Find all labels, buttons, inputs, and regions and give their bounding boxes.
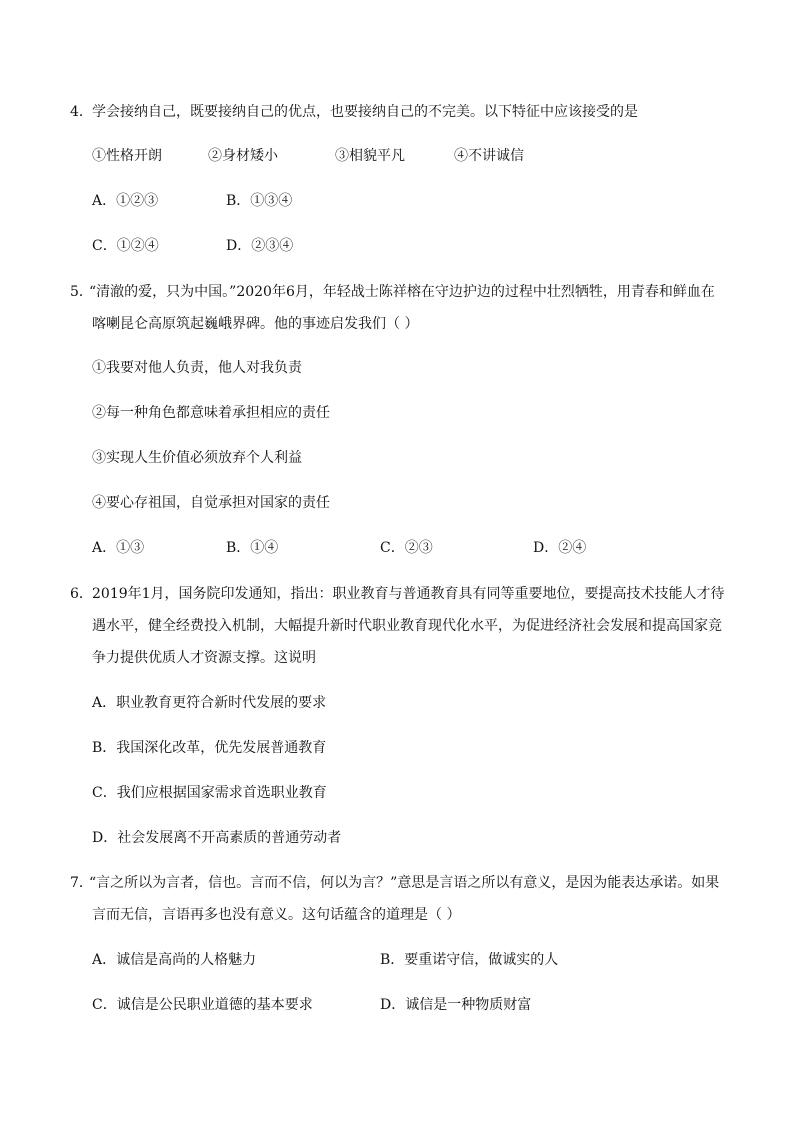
option-c[interactable]: C．我们应根据国家需求首选职业教育 — [92, 785, 327, 801]
question-stem-line-2: 遇水平，健全经费投入机制，大幅提升新时代职业教育现代化水平，为促进经济社会发展和提高国家竞 — [92, 618, 722, 634]
question-number: 5． — [70, 284, 93, 300]
question-number: 6． — [70, 586, 93, 602]
option-c[interactable]: C．②③ — [380, 540, 433, 556]
statement-3: ③实现人生价值必须放弃个人利益 — [92, 450, 302, 466]
option-d[interactable]: D．社会发展离不开高素质的普通劳动者 — [92, 830, 342, 846]
option-b[interactable]: B．我国深化改革，优先发展普通教育 — [92, 740, 327, 756]
option-b[interactable]: B．要重诺守信，做诚实的人 — [380, 952, 559, 968]
statement-1: ①性格开朗 — [92, 148, 162, 164]
question-stem-line-2: 喀喇昆仑高原筑起巍峨界碑。他的事迹启发我们（ ） — [92, 316, 419, 332]
option-c[interactable]: C．①②④ — [92, 238, 159, 254]
option-d[interactable]: D．诚信是一种物质财富 — [380, 997, 532, 1013]
question-stem: 学会接纳自己，既要接纳自己的优点，也要接纳自己的不完美。以下特征中应该接受的是 — [92, 104, 638, 120]
statement-2: ②身材矮小 — [208, 148, 278, 164]
option-c[interactable]: C．诚信是公民职业道德的基本要求 — [92, 997, 313, 1013]
statement-4: ④要心存祖国，自觉承担对国家的责任 — [92, 495, 330, 511]
option-d[interactable]: D．②③④ — [226, 238, 294, 254]
statement-1: ①我要对他人负责，他人对我负责 — [92, 360, 302, 376]
statement-2: ②每一种角色都意味着承担相应的责任 — [92, 405, 330, 421]
option-b[interactable]: B．①④ — [226, 540, 279, 556]
option-b[interactable]: B．①③④ — [226, 193, 293, 209]
question-number: 7． — [70, 875, 93, 891]
option-d[interactable]: D．②④ — [533, 540, 587, 556]
option-a[interactable]: A．职业教育更符合新时代发展的要求 — [92, 695, 327, 711]
statement-3: ③相貌平凡 — [335, 148, 405, 164]
question-stem-line-3: 争力提供优质人才资源支撑。这说明 — [92, 650, 316, 666]
question-stem-line-1: 2019年1月，国务院印发通知，指出：职业教育与普通教育具有同等重要地位，要提高技术技能人才待 — [92, 586, 725, 602]
statement-4: ④不讲诚信 — [454, 148, 524, 164]
question-stem-line-1: “言之所以为言者，信也。言而不信，何以为言？”意思是言语之所以有意义，是因为能表达承诺。如果 — [89, 875, 720, 891]
question-stem-line-2: 言而无信，言语再多也没有意义。这句话蕴含的道理是（ ） — [92, 907, 461, 923]
question-stem-line-1: “清澈的爱，只为中国。”2020年6月，年轻战士陈祥榕在守边护边的过程中壮烈牺牲，用青春和鲜血在 — [89, 284, 715, 300]
option-a[interactable]: A．诚信是高尚的人格魅力 — [92, 952, 257, 968]
question-number: 4． — [70, 104, 93, 120]
option-a[interactable]: A．①③ — [92, 540, 145, 556]
option-a[interactable]: A．①②③ — [92, 193, 159, 209]
